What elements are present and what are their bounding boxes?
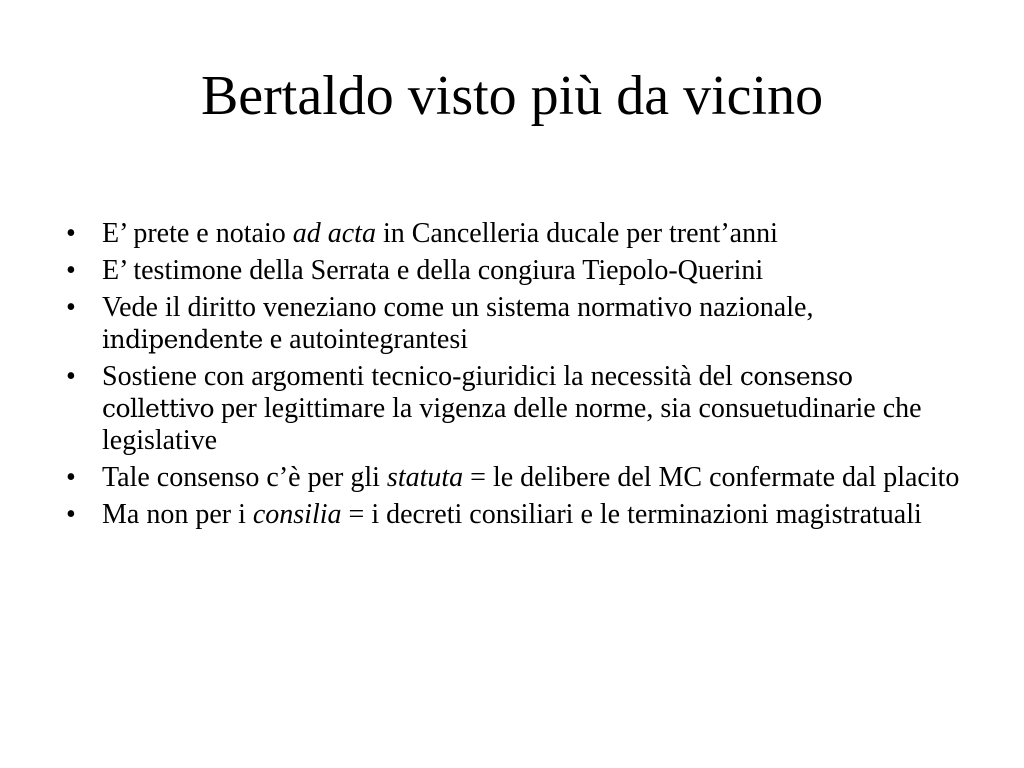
bullet-text: [102, 292, 813, 355]
bullet-item: [66, 462, 966, 494]
bullet-text-segment: Ma non per i: [102, 499, 253, 530]
bullet-text: [102, 361, 922, 456]
bullet-text-segment: = i decreti consiliari e le terminazioni magistratuali: [341, 499, 922, 530]
slide-title: Bertaldo visto più da vicino: [200, 65, 824, 127]
bullet-dot-icon: •: [66, 462, 76, 493]
bullet-text: [102, 499, 922, 530]
bullet-dot-icon: •: [66, 292, 76, 323]
key-term: consenso collettivo: [102, 362, 853, 423]
bullet-list: [66, 218, 966, 536]
key-term: indipendente: [102, 325, 263, 354]
bullet-dot-icon: •: [66, 361, 76, 392]
bullet-text-segment: in Cancelleria ducale per trent’anni: [375, 218, 778, 249]
bullet-text: [102, 218, 778, 249]
italic-term: consilia: [252, 499, 342, 530]
bullet-item: [66, 218, 966, 250]
bullet-text-segment: per legittimare la vigenza delle norme, sia consuetudinarie che legislative: [102, 393, 922, 456]
bullet-text-segment: = le delibere del MC confermate dal placito: [463, 462, 960, 493]
bullet-item: [66, 255, 966, 287]
bullet-text-segment: E’ prete e notaio: [102, 218, 293, 249]
bullet-text: [102, 462, 959, 493]
italic-term: ad acta: [292, 218, 376, 249]
bullet-text-segment: Sostiene con argomenti tecnico-giuridici la necessità del: [102, 361, 740, 392]
bullet-dot-icon: •: [66, 255, 76, 286]
bullet-item: [66, 499, 966, 531]
bullet-dot-icon: •: [66, 499, 76, 530]
bullet-item: [66, 292, 966, 356]
bullet-item: [66, 361, 966, 457]
bullet-text-segment: e autointegrantesi: [262, 324, 469, 355]
bullet-text: [102, 255, 763, 286]
italic-term: statuta: [386, 462, 464, 493]
bullet-dot-icon: •: [66, 218, 76, 249]
bullet-text-segment: E’ testimone della Serrata e della congiura Tiepolo-Querini: [102, 255, 764, 286]
bullet-text-segment: Vede il diritto veneziano come un sistema normativo nazionale,: [102, 292, 814, 323]
bullet-text-segment: Tale consenso c’è per gli: [102, 462, 387, 493]
